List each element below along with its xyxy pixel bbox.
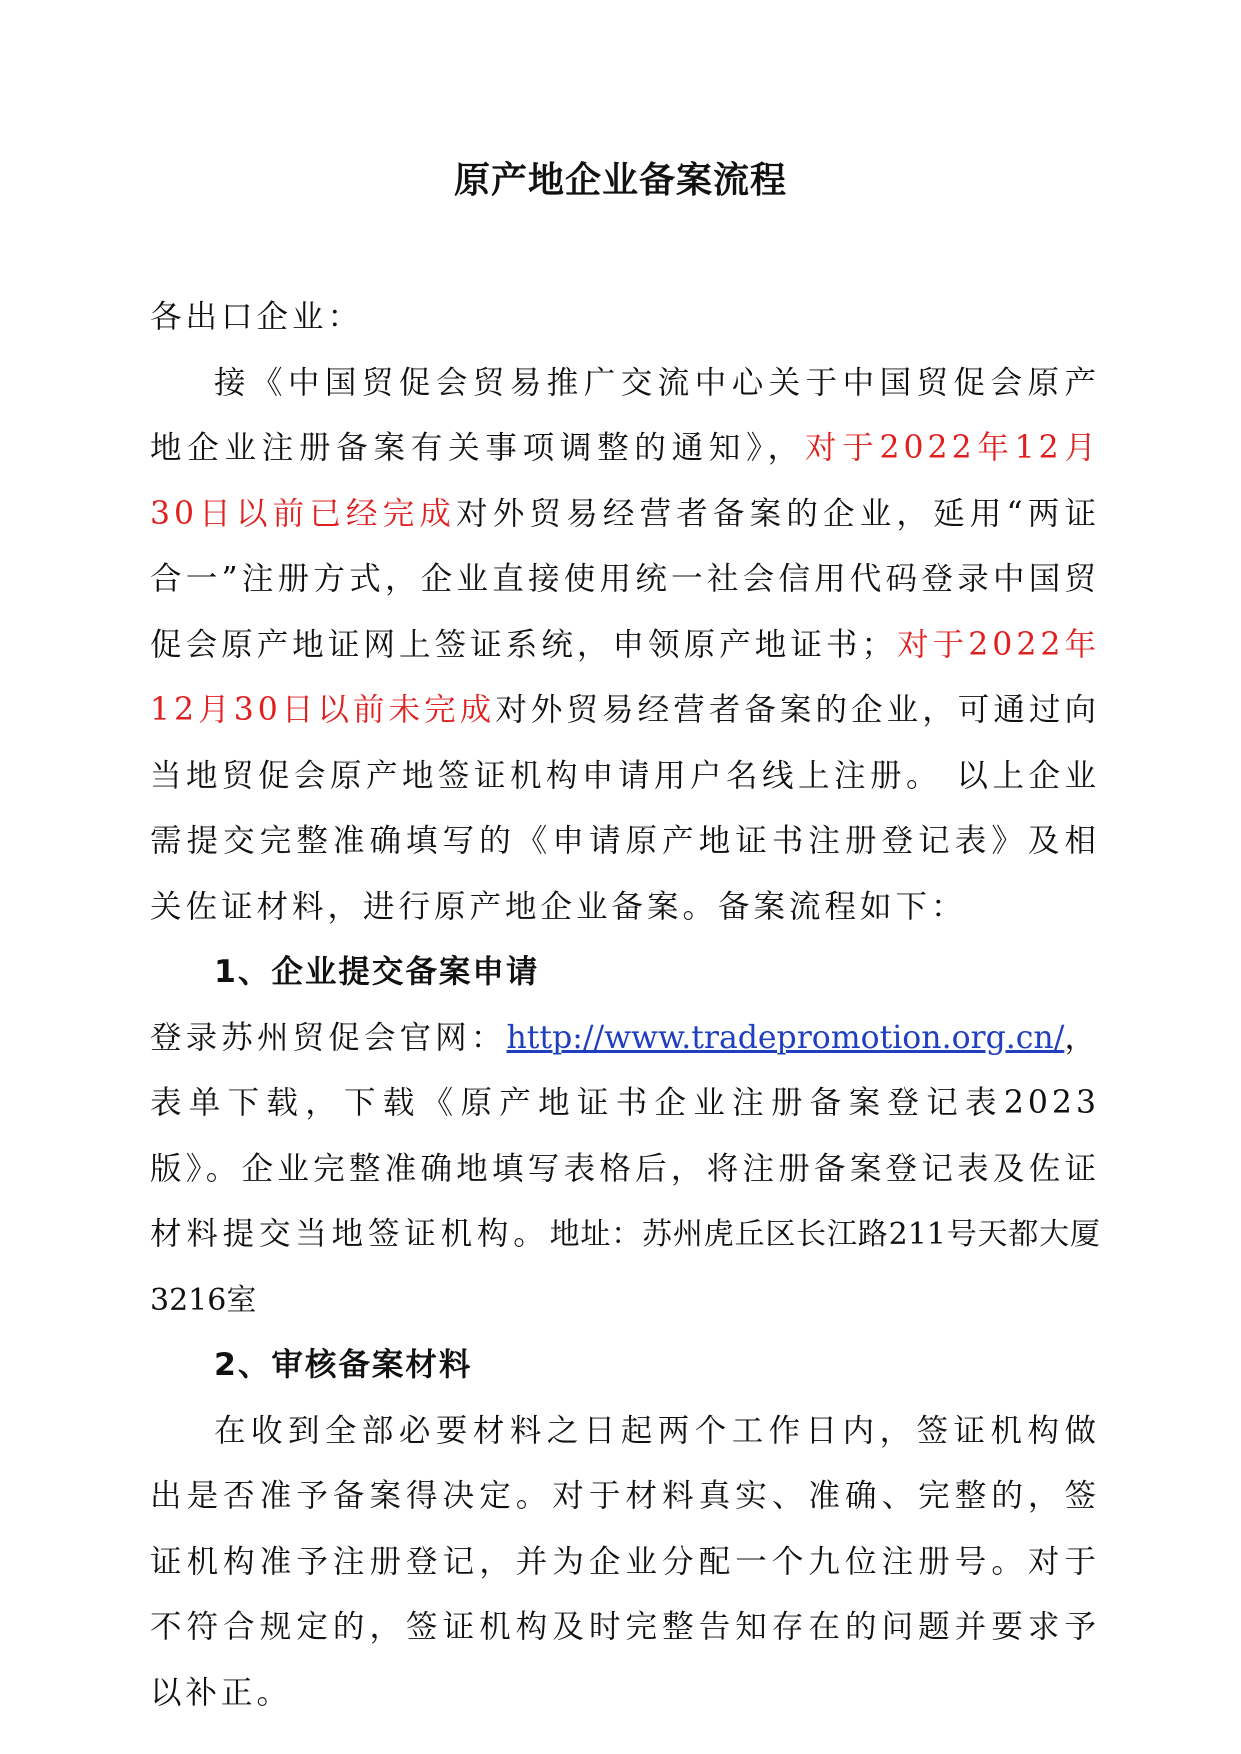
document-title: 原产地企业备案流程 (453, 160, 787, 201)
address-text: 地址：苏州虎丘区长江路211号天都大厦3216室 (150, 1217, 1100, 1318)
salutation: 各出口企业： (150, 299, 364, 335)
step2-heading: 2、审核备案材料 (214, 1347, 473, 1383)
intro-highlight-not-completed: 对于2022年12月30日以前未完成 (150, 626, 1100, 728)
intro-highlight-completed: 对于2022年12月30日以前已经完成 (150, 430, 1100, 532)
intro-paragraph (150, 351, 1100, 941)
intro-text-1: 接《中国贸促会贸易推广交流中心关于中国贸促会原产地企业注册备案有关事项调整的通知》， (150, 364, 1100, 466)
step1-text-2: ，表单下载，下载《原产地证书企业注册备案登记表2023版》。企业完整准确地填写表格后，将注册备案登记表及佐证材料提交当地签证机构。 (150, 1019, 1100, 1252)
step1-paragraph (150, 1006, 1100, 1334)
step1-text-1: 登录苏州贸促会官网： (150, 1019, 507, 1056)
document-body (150, 285, 1100, 1726)
intro-text-3: 对外贸易经营者备案的企业，可通过向当地贸促会原产地签证机构申请用户名线上注册。 以上企业需提交完整准确填写的《申请原产地证书注册登记表》及相关佐证材料，进行原产地企业备案。备案流程如下： (150, 692, 1100, 925)
step2-paragraph: 在收到全部必要材料之日起两个工作日内，签证机构做出是否准予备案得决定。对于材料真实、准确、完整的，签证机构准予注册登记，并为企业分配一个九位注册号。对于不符合规定的，签证机构及时完整告知存在的问题并要求予以补正。 (150, 1412, 1100, 1711)
step1-heading: 1、企业提交备案申请 (214, 954, 540, 990)
intro-text-2: 对外贸易经营者备案的企业，延用“两证合一”注册方式，企业直接使用统一社会信用代码登录中国贸促会原产地证网上签证系统，申领原产地证书； (150, 495, 1100, 663)
website-link[interactable]: http://www.tradepromotion.org.cn/ (506, 1019, 1065, 1056)
